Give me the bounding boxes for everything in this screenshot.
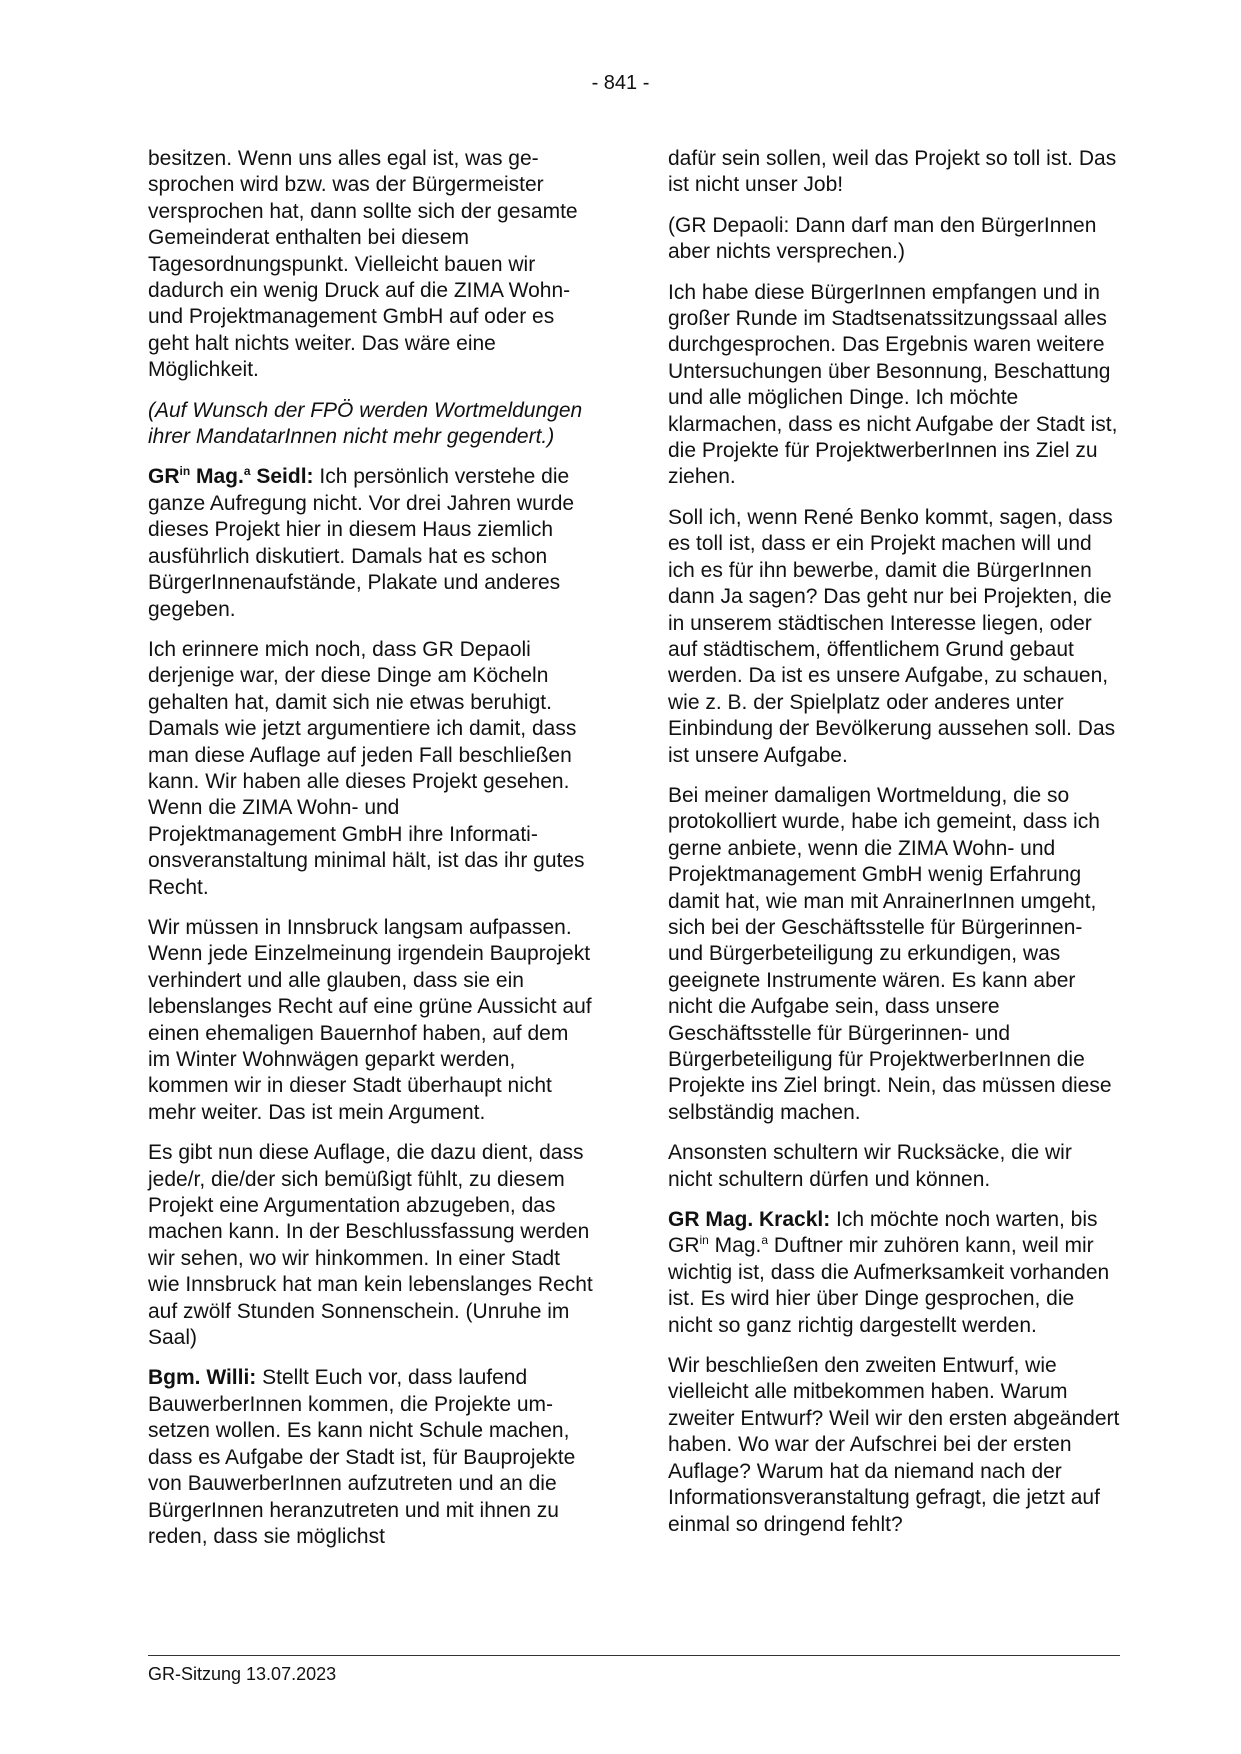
paragraph: Ich erinnere mich noch, dass GR Depaoli derjenige war, der diese Dinge am Köcheln gehalten hat, damit sich nie etwas beruhigt. Damals wie jetzt argumentiere ich damit, dass man diese Auflage auf jeden Fall beschließen kann. Wir haben alle dieses Projekt gesehen. Wenn die ZIMA Wohn- und Projektmanagement GmbH ihre Informationsveranstaltung minimal hält, ist das ihr gutes Recht. [148,637,585,899]
footer-session-date: GR-Sitzung 13.07.2023 [148,1664,337,1684]
paragraph: Soll ich, wenn René Benko kommt, sagen, dass es toll ist, dass er ein Projekt machen will und ich es für ihn bewerbe, damit die BürgerInnen dann Ja sagen? Das geht nur bei Projekten, die in unserem städtischen Interesse liegen, oder auf städtischem, öffentlichem Grund gebaut werden. Da ist es unsere Aufgabe, zu schauen, wie z. B. der Spielplatz oder anderes unter Einbindung der Bevölkerung aussehen soll. Das ist unsere Aufgabe. [668,505,1116,767]
paragraph: Bei meiner damaligen Wortmeldung, die so protokolliert wurde, habe ich gemeint, dass ich gerne anbiete, wenn die ZIMA Wohn- und Projektmanagement GmbH wenig Erfahrung damit hat, wie man mit AnrainerInnen umgeht, sich bei der Geschäftsstelle für Bürgerinnen- und Bürgerbeteiligung zu erkundigen, was geeignete Instrumente wären. Es kann aber nicht die Aufgabe sein, dass unsere Geschäftsstelle für Bürgerinnen- und Bürgerbeteiligung für ProjektwerberInnen die Projekte ins Ziel bringt. Nein, das müssen diese selbständig machen. [668,783,1112,1124]
paragraph: Wir müssen in Innsbruck langsam aufpassen. Wenn jede Einzelmeinung irgendein Bauprojekt verhindert und alle glauben, dass sie ein lebenslanges Recht auf eine grüne Aussicht auf einen ehemaligen Bauernhof haben, auf dem im Winter Wohnwägen geparkt werden, kommen wir in dieser Stadt überhaupt nicht mehr weiter. Das ist mein Argument. [148,915,592,1124]
paragraph: Wir beschließen den zweiten Entwurf, wie vielleicht alle mitbekommen haben. Warum zweiter Entwurf? Weil wir den ersten abgeändert haben. Wo war der Aufschrei bei der ersten Auflage? Warum hat da niemand nach der Informationsveranstaltung gefragt, die jetzt auf einmal so dringend fehlt? [668,1354,1120,1536]
interjection: (GR Depaoli: Dann darf man den BürgerInnen aber nichts versprechen.) [668,213,1097,264]
speaker-label: Bgm. Willi: [148,1366,257,1390]
footer-divider [148,1655,1120,1656]
page-number: - 841 - [591,72,650,94]
right-column [668,146,1120,1552]
speech-text: Stellt Euch vor, dass laufend BauwerberInnen kommen, die Projekte umsetzen wollen. Es kann nicht Schule machen, dass es Aufgabe der Stadt ist, für Bauprojekte von BauwerberInnen aufzutreten und an die BürgerInnen heranzutreten und mit ihnen zu reden, dass sie möglichst [148,1366,576,1548]
paragraph: Ich habe diese BürgerInnen empfangen und in großer Runde im Stadtsenatssitzungssaal alles durchgesprochen. Das Ergebnis waren weitere Untersuchungen über Besonnung, Beschattung und alle möglichen Dinge. Ich möchte klarmachen, dass es nicht Aufgabe der Stadt ist, die Projekte für ProjektwerberInnen ins Ziel zu ziehen. [668,280,1118,489]
speech-text: Ich persönlich verstehe die ganze Aufregung nicht. Vor drei Jahren wurde dieses Projekt hier in diesem Haus ziemlich ausführlich diskutiert. Damals hat es schon BürgerInnenaufstände, Plakate und anderes gegeben. [148,465,575,621]
speech-krackl: GR Mag. Krackl: Ich möchte noch warten, bis $GR^{in}$ Mag.$^a$ Duftner mir zuhören kann, weil mir wichtig ist, dass die Aufmerksamkeit vorhanden ist. Es wird hier über Dinge gesprochen, die nicht so ganz richtig dargestellt werden. [668,1208,1110,1337]
left-column [148,146,593,1564]
speech-seidl [148,464,593,622]
speaker-label: GR Mag. Krackl: [668,1208,831,1232]
paragraph: Es gibt nun diese Auflage, die dazu dient, dass jede/r, die/der sich bemüßigt fühlt, zu diesem Projekt eine Argumentation abzugeben, das machen kann. In der Beschlussfassung werden wir sehen, wo wir hinkommen. In einer Stadt wie Innsbruck hat man kein lebenslanges Recht auf zwölf Stunden Sonnenschein. (Unruhe im Saal) [148,1141,593,1350]
speech-willi [148,1365,593,1550]
paragraph: Ansonsten schultern wir Rucksäcke, die wir nicht schultern dürfen und können. [668,1141,1072,1191]
paragraph: besitzen. Wenn uns alles egal ist, was gesprochen wird bzw. was der Bürgermeister versprochen hat, dann sollte sich der gesamte Gemeinderat enthalten bei diesem Tagesordnungspunkt. Vielleicht bauen wir dadurch ein wenig Druck auf die ZIMA Wohn- und Projektmanagement GmbH auf oder es geht halt nichts weiter. Das wäre eine Möglichkeit. [148,147,578,382]
paragraph: dafür sein sollen, weil das Projekt so toll ist. Das ist nicht unser Job! [668,147,1117,197]
speaker-label: $GR^{in}$ Mag.$^a$ Seidl: [148,464,314,489]
editorial-note: (Auf Wunsch der FPÖ werden Wortmeldungen ihrer MandatarInnen nicht mehr gegendert.) [148,398,583,449]
